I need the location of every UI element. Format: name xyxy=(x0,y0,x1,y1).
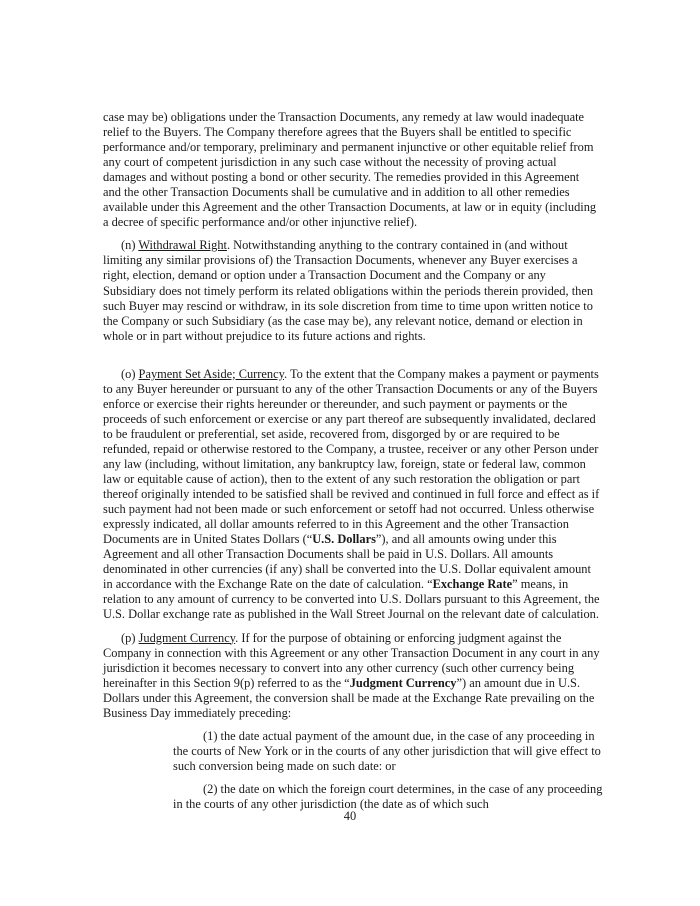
section-o-text-1: . To the extent that the Company makes a payment or payments to any Buyer hereunder or pursuant to any of the other Transaction Documents or any of the Buyers enforce or exercise their rights hereunder or thereunder, and such payment or payments or the proceeds of such enforcement or exercise or any part thereof are subsequently invalidated, declared to be fraudulent or preferential, set aside, recovered from, disgorged by or are required to be refunded, repaid or otherwise restored to the Company, a trustee, receiver or any other Person under any law (including, without limitation, any bankruptcy law, foreign, state or federal law, common law or equitable cause of action), then to the extent of any such restoration the obligation or part thereof originally intended to be satisfied shall be revived and continued in full force and effect as if such payment had not been made or such enforcement or setoff had not occurred. Unless otherwise expressly indicated, all dollar amounts referred to in this Agreement and the other Transaction Documents are in United States Dollars (“ xyxy=(103,366,600,547)
section-o-payment-set-aside xyxy=(103,367,600,623)
subclause-2: (2) the date on which the foreign court determines, in the case of any proceeding in the courts of any other jurisdiction (the date as of which such xyxy=(173,781,603,811)
section-p-text-2: ”) an amount due in U.S. Dollars under this Agreement, the conversion shall be made at the Exchange Rate prevailing on the Business Day immediately preceding: xyxy=(103,675,595,720)
term-exchange-rate: Exchange Rate xyxy=(432,577,513,592)
section-n-label: (n) xyxy=(121,238,139,253)
section-n-withdrawal-right xyxy=(103,238,600,343)
section-n-heading: Withdrawal Right xyxy=(138,238,227,253)
term-judgment-currency: Judgment Currency xyxy=(349,675,457,690)
page-number: 40 xyxy=(343,809,357,823)
section-o-text-3: ” means, in relation to any amount of currency to be converted into U.S. Dollars pursuant to this Agreement, the U.S. Dollar exchange rate as published in the Wall Street Journal on the relevant date of calculation. xyxy=(103,577,600,622)
document-body xyxy=(103,110,603,812)
term-us-dollars: U.S. Dollars xyxy=(312,532,376,547)
section-n-text: . Notwithstanding anything to the contrary contained in (and without limiting any similar provisions of) the Transaction Documents, whenever any Buyer exercises a right, election, demand or option under a Transaction Document and the Company or any Subsidiary does not timely perform its related obligations within the periods therein provided, then such Buyer may rescind or withdraw, in its sole discretion from time to time upon written notice to the Company or such Subsidiary (as the case may be), any relevant notice, demand or election in whole or in part without prejudice to its future actions and rights. xyxy=(103,238,594,343)
paragraph-continued: case may be) obligations under the Transaction Documents, any remedy at law would inadequate relief to the Buyers. The Company therefore agrees that the Buyers shall be entitled to specific performance and/or temporary, preliminary and permanent injunctive or other equitable relief from any court of competent jurisdiction in any such case without the necessity of proving actual damages and without posting a bond or other security. The remedies provided in this Agreement and the other Transaction Documents shall be cumulative and in addition to all other remedies available under this Agreement and the other Transaction Documents, at law or in equity (including a decree of specific performance and/or other injunctive relief). xyxy=(103,110,597,230)
section-o-label: (o) xyxy=(121,366,139,381)
section-p-text-1: . If for the purpose of obtaining or enforcing judgment against the Company in connection with this Agreement or any other Transaction Document in any court in any jurisdiction it becomes necessary to convert into any other currency (such other currency being hereinafter in this Section 9(p) referred to as the “ xyxy=(103,630,600,690)
subclause-1: (1) the date actual payment of the amount due, in the case of any proceeding in the courts of New York or in the courts of any other jurisdiction that will give effect to such conversion being made on such date: or xyxy=(173,728,601,773)
section-o-heading: Payment Set Aside; Currency xyxy=(138,366,284,381)
section-o-text-2: ”), and all amounts owing under this Agreement and all other Transaction Documents shall be paid in U.S. Dollars. All amounts denominated in other currencies (if any) shall be converted into the U.S. Dollar equivalent amount in accordance with the Exchange Rate on the date of calculation. “ xyxy=(103,532,591,592)
section-p-judgment-currency xyxy=(103,631,600,721)
section-p-label: (p) xyxy=(121,630,139,645)
section-p-heading: Judgment Currency xyxy=(138,630,236,645)
